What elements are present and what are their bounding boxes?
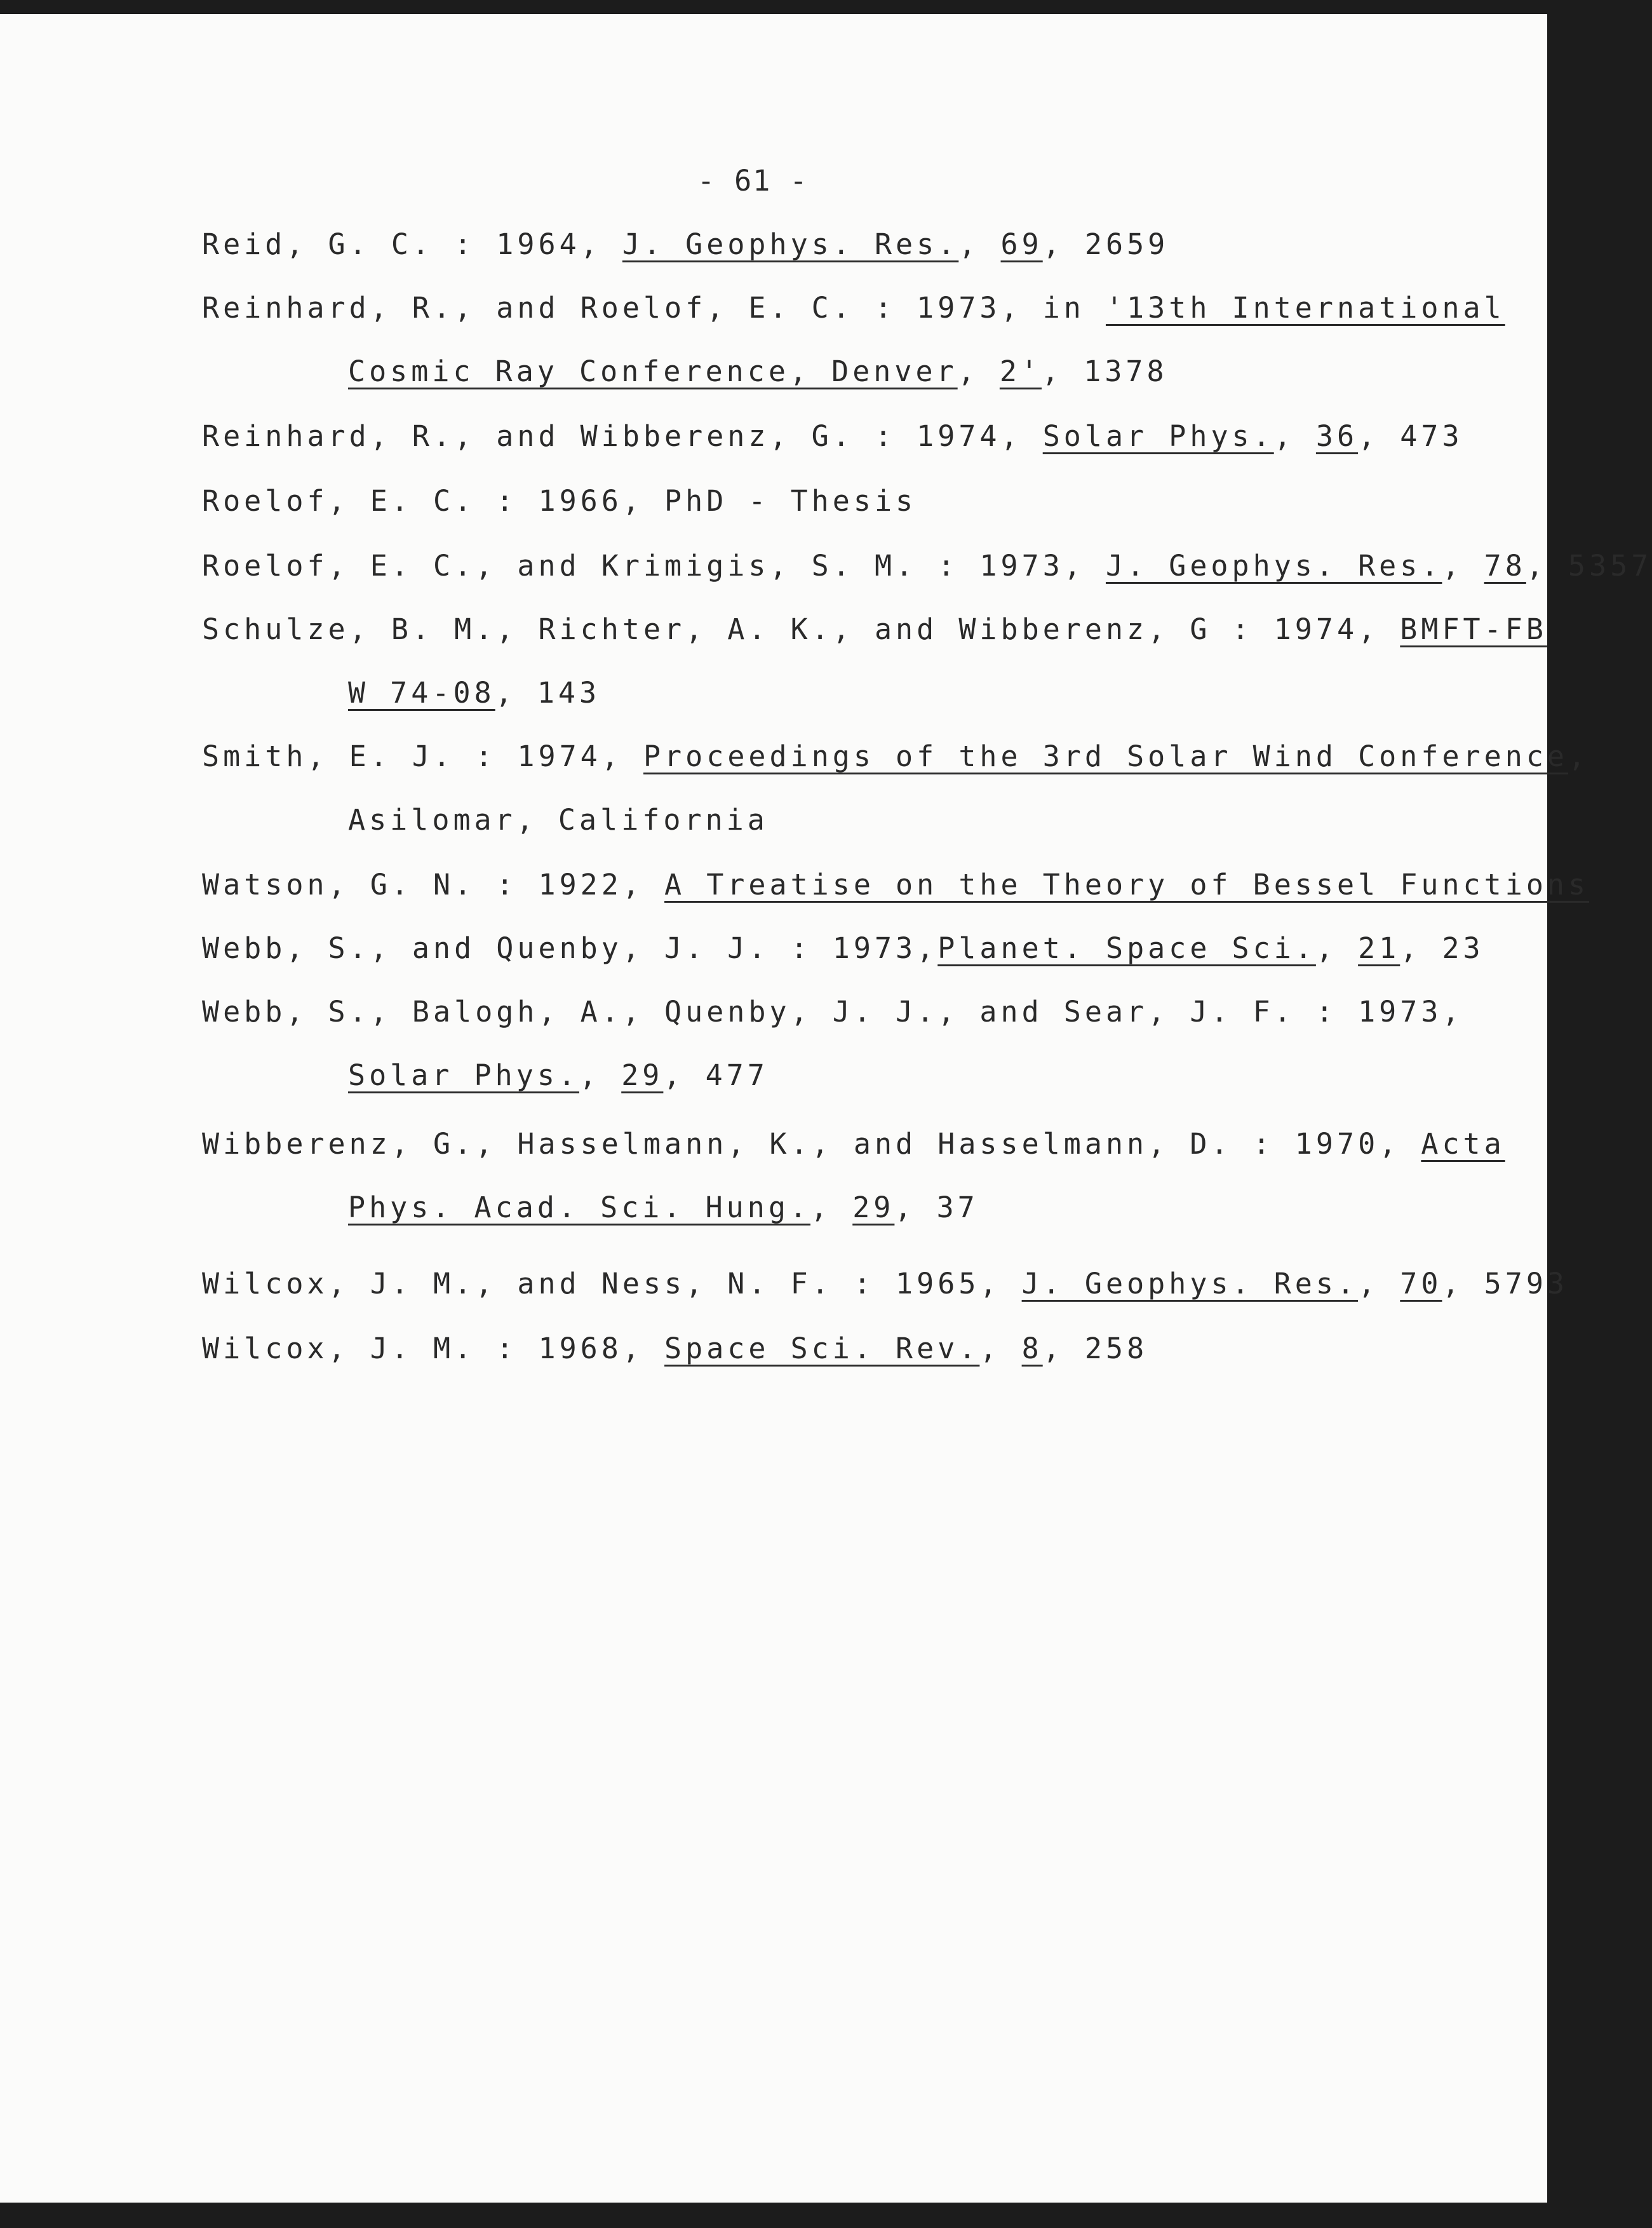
underlined-citation-text: Cosmic Ray Conference, Denver	[348, 354, 958, 388]
citation-text: ,	[1315, 931, 1359, 965]
underlined-citation-text: J. Geophys. Res.	[1021, 1267, 1359, 1300]
citation-text: , 477	[663, 1058, 769, 1092]
underlined-citation-text: 2'	[999, 354, 1042, 388]
citation-text: Roelof, E. C. : 1966, PhD - Thesis	[202, 484, 917, 518]
citation-text: Reinhard, R., and Wibberenz, G. : 1974,	[202, 419, 1043, 453]
citation-text: Reinhard, R., and Roelof, E. C. : 1973, in	[202, 291, 1106, 325]
underlined-citation-text: Space Sci. Rev.	[664, 1332, 980, 1365]
citation-text: ,	[1568, 739, 1590, 773]
reference-entry	[202, 612, 1547, 646]
underlined-citation-text: 69	[1000, 227, 1043, 261]
reference-continuation	[348, 1193, 979, 1222]
reference-entry	[202, 227, 1169, 261]
underlined-citation-text: 8	[1021, 1332, 1043, 1365]
underlined-citation-text: '13th International	[1105, 291, 1505, 325]
underlined-citation-text: 78	[1484, 549, 1526, 583]
underlined-citation-text: Planet. Space Sci.	[937, 931, 1316, 965]
citation-text: ,	[579, 1058, 622, 1092]
citation-text: , 5793	[1442, 1267, 1569, 1300]
citation-text: ,	[958, 227, 1001, 261]
reference-continuation	[348, 1058, 769, 1092]
citation-text: ,	[1358, 1267, 1400, 1300]
citation-text: , 5357	[1526, 549, 1652, 583]
citation-text: Wilcox, J. M. : 1968,	[202, 1332, 665, 1365]
underlined-citation-text: Proceedings of the 3rd Solar Wind Conference	[643, 739, 1569, 773]
citation-text: , 23	[1400, 931, 1484, 965]
reference-entry	[202, 995, 1463, 1029]
citation-text: , 258	[1042, 1332, 1148, 1365]
page-number: - 61 -	[697, 164, 809, 198]
reference-entry	[202, 739, 1590, 773]
underlined-citation-text: A Treatise on the Theory of Bessel Functions	[664, 868, 1590, 901]
reference-entry	[202, 549, 1652, 583]
citation-text: Webb, S., Balogh, A., Quenby, J. J., and Sear, J. F. : 1973,	[202, 995, 1463, 1029]
underlined-citation-text: Phys. Acad. Sci. Hung.	[348, 1191, 811, 1224]
citation-text: Wibberenz, G., Hasselmann, K., and Hasselmann, D. : 1970,	[202, 1127, 1421, 1161]
underlined-citation-text: 21	[1358, 931, 1400, 965]
citation-text: Smith, E. J. : 1974,	[202, 739, 643, 773]
citation-text: , 143	[495, 676, 601, 710]
underlined-citation-text: W 74-08	[348, 676, 495, 710]
citation-text: Webb, S., and Quenby, J. J. : 1973,	[202, 931, 938, 965]
underlined-citation-text: 70	[1400, 1267, 1442, 1300]
underlined-citation-text: J. Geophys. Res.	[1105, 549, 1442, 583]
citation-text: Watson, G. N. : 1922,	[202, 868, 665, 901]
reference-entry	[202, 291, 1505, 325]
citation-text: Reid, G. C. : 1964,	[202, 227, 622, 261]
citation-text: ,	[957, 354, 1000, 388]
underlined-citation-text: Acta	[1421, 1127, 1505, 1161]
reference-entry	[202, 1127, 1505, 1161]
citation-text: ,	[979, 1332, 1022, 1365]
underlined-citation-text: 29	[621, 1058, 664, 1092]
citation-text: Wilcox, J. M., and Ness, N. F. : 1965,	[202, 1267, 1022, 1300]
reference-entry	[202, 1334, 1148, 1363]
underlined-citation-text: 36	[1315, 419, 1359, 453]
citation-text: Roelof, E. C., and Krimigis, S. M. : 1973,	[202, 549, 1106, 583]
underlined-citation-text: Solar Phys.	[1042, 419, 1274, 453]
citation-text: Schulze, B. M., Richter, A. K., and Wibberenz, G : 1974,	[202, 612, 1400, 646]
citation-text: , 473	[1358, 419, 1463, 453]
citation-text: , 1378	[1042, 354, 1168, 388]
reference-entry	[202, 931, 1484, 965]
reference-entry	[202, 484, 917, 518]
reference-continuation	[348, 676, 601, 710]
document-page	[0, 14, 1652, 2203]
citation-text: , 37	[894, 1191, 979, 1224]
underlined-citation-text: J. Geophys. Res.	[622, 227, 959, 261]
citation-text: Asilomar, California	[348, 803, 769, 837]
underlined-citation-text: BMFT-FB	[1400, 612, 1547, 646]
reference-entry	[202, 419, 1463, 453]
citation-text: ,	[1273, 419, 1316, 453]
reference-entry	[202, 870, 1589, 899]
reference-continuation	[348, 354, 1168, 388]
reference-entry	[202, 1269, 1568, 1298]
citation-text: ,	[810, 1191, 853, 1224]
citation-text: ,	[1442, 549, 1484, 583]
reference-continuation	[348, 803, 769, 837]
underlined-citation-text: 29	[852, 1191, 895, 1224]
citation-text: , 2659	[1042, 227, 1169, 261]
underlined-citation-text: Solar Phys.	[348, 1058, 580, 1092]
